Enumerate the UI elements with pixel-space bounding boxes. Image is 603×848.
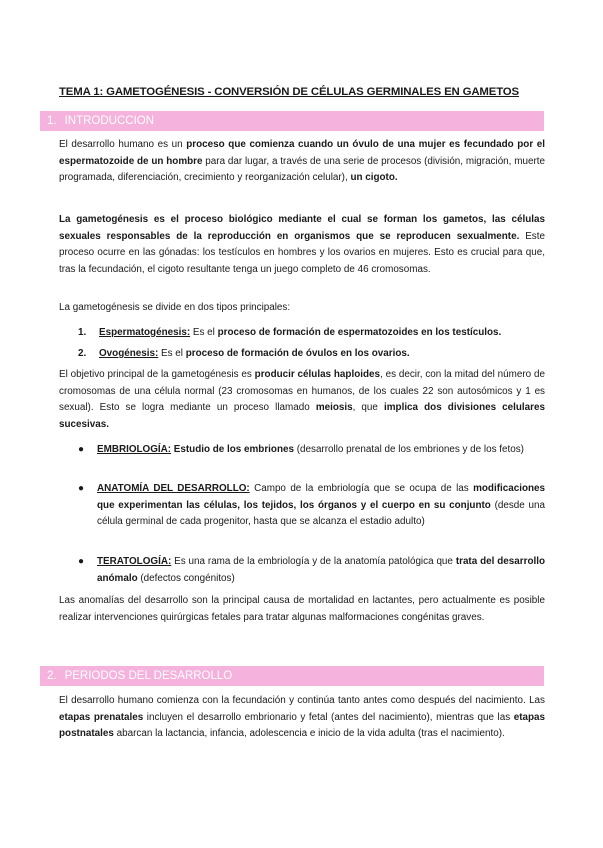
text-run: El desarrollo humano es un	[59, 139, 187, 150]
list-number: 1.	[78, 327, 87, 338]
bold-run: proceso que comienza cuando un óvulo de una mujer es fecundado por el espermatozoide de un hombre	[59, 139, 545, 167]
section-number: 1.	[47, 115, 57, 127]
paragraph-gametogenesis-definition	[59, 212, 545, 279]
text-run: para dar lugar, a través de una serie de procesos (división, migración, muerte programada, diferenciación, crecimiento y reorganización celular),	[59, 155, 545, 184]
bold-run: proceso de formación de óvulos en los ovarios.	[185, 348, 410, 359]
bullet-term: TERATOLOGÍA:	[97, 556, 172, 567]
section-header-introduccion	[40, 111, 544, 131]
paragraph-periodos	[59, 693, 545, 743]
document-title: TEMA 1: GAMETOGÉNESIS - CONVERSIÓN DE CÉLULAS GERMINALES EN GAMETOS	[59, 86, 519, 98]
bullet-dot: ●	[78, 444, 85, 455]
bold-run: etapas postnatales	[59, 711, 545, 740]
text-run: Es el	[190, 327, 218, 338]
text-run: El objetivo principal de la gametogénesis es	[59, 369, 255, 380]
paragraph-types-intro: La gametogénesis se divide en dos tipos principales:	[59, 302, 291, 313]
text-run: Campo de la embriología que se ocupa de las	[249, 483, 474, 494]
bold-run: etapas prenatales	[59, 711, 144, 723]
paragraph-anomalias: Las anomalías del desarrollo son la principal causa de mortalidad en lactantes, pero actualmente es posible realizar intervenciones quirúrgicas fetales para tratar algunas malformaciones congénitas graves.	[59, 595, 545, 623]
list-term: Ovogénesis:	[99, 348, 159, 359]
section-header-periodos	[40, 666, 544, 686]
bold-run: trata del desarrollo anómalo	[97, 556, 545, 584]
bold-run: proceso de formación de espermatozoides en los testículos.	[217, 327, 502, 338]
text-run: Es el	[158, 348, 186, 359]
bullet-dot: ●	[78, 556, 85, 567]
bold-run: implica dos divisiones celulares sucesivas.	[59, 402, 545, 431]
bullet-dot: ●	[78, 483, 85, 494]
bold-run: producir células haploides	[254, 369, 380, 380]
list-term: Espermatogénesis:	[99, 327, 191, 338]
text-run: (desde una célula germinal de cada progenitor, hasta que se alcanza el estadio adulto)	[97, 499, 545, 528]
text-run: El desarrollo humano comienza con la fecundación y continúa tanto antes como después del nacimiento. Las	[59, 695, 545, 706]
text-run: , que	[352, 402, 385, 414]
list-item-ovogenesis	[78, 346, 548, 363]
text-run: Es una rama de la embriología y de la anatomía patológica que	[171, 556, 456, 567]
list-number: 2.	[78, 348, 87, 359]
paragraph-intro	[59, 137, 545, 187]
bold-run: un cigoto.	[350, 172, 398, 184]
paragraph-objective	[59, 367, 545, 434]
bullet-term: EMBRIOLOGÍA:	[97, 444, 172, 455]
section-heading: PERIODOS DEL DESARROLLO	[64, 670, 233, 682]
bold-run: meiosis	[315, 402, 353, 414]
bold-run: Estudio de los embriones	[171, 444, 294, 455]
bold-run: modificaciones que experimentan las células, los tejidos, los órganos y el cuerpo en su conjunto	[97, 483, 545, 511]
bullet-item-teratologia	[97, 554, 545, 587]
text-run: Este proceso ocurre en las gónadas: los testículos en hombres y los ovarios en mujeres. Esto es crucial para que, tras la fecundación, el cigoto resultante tenga un juego completo de 46 cromosomas.	[59, 230, 545, 276]
bullet-term: ANATOMÍA DEL DESARROLLO:	[97, 483, 250, 494]
section-heading: INTRODUCCION	[64, 115, 155, 127]
bullet-item-anatomia-desarrollo	[97, 481, 545, 531]
list-item-espermatogenesis	[78, 325, 548, 342]
bullet-item-embriologia	[97, 442, 545, 459]
text-run: (defectos congénitos)	[137, 572, 235, 584]
text-run: abarcan la lactancia, infancia, adolescencia e inicio de la vida adulta (tras el nacimiento).	[113, 728, 505, 740]
text-run: , es decir, con la mitad del número de cromosomas de una célula normal (23 cromosomas en humanos, de los cuales 22 son autosómicos y 1 es sexual). Esto se logra mediante un proceso llamado	[59, 369, 546, 414]
bold-run: La gametogénesis es el proceso biológico mediante el cual se forman los gametos, las células sexuales responsables de la reproducción en organismos que se reproducen sexualmente.	[59, 214, 545, 242]
text-run: (desarrollo prenatal de los embriones y de los fetos)	[293, 444, 524, 455]
text-run: incluyen el desarrollo embrionario y fetal (antes del nacimiento), mientras que las	[143, 711, 514, 723]
section-number: 2.	[47, 670, 57, 682]
